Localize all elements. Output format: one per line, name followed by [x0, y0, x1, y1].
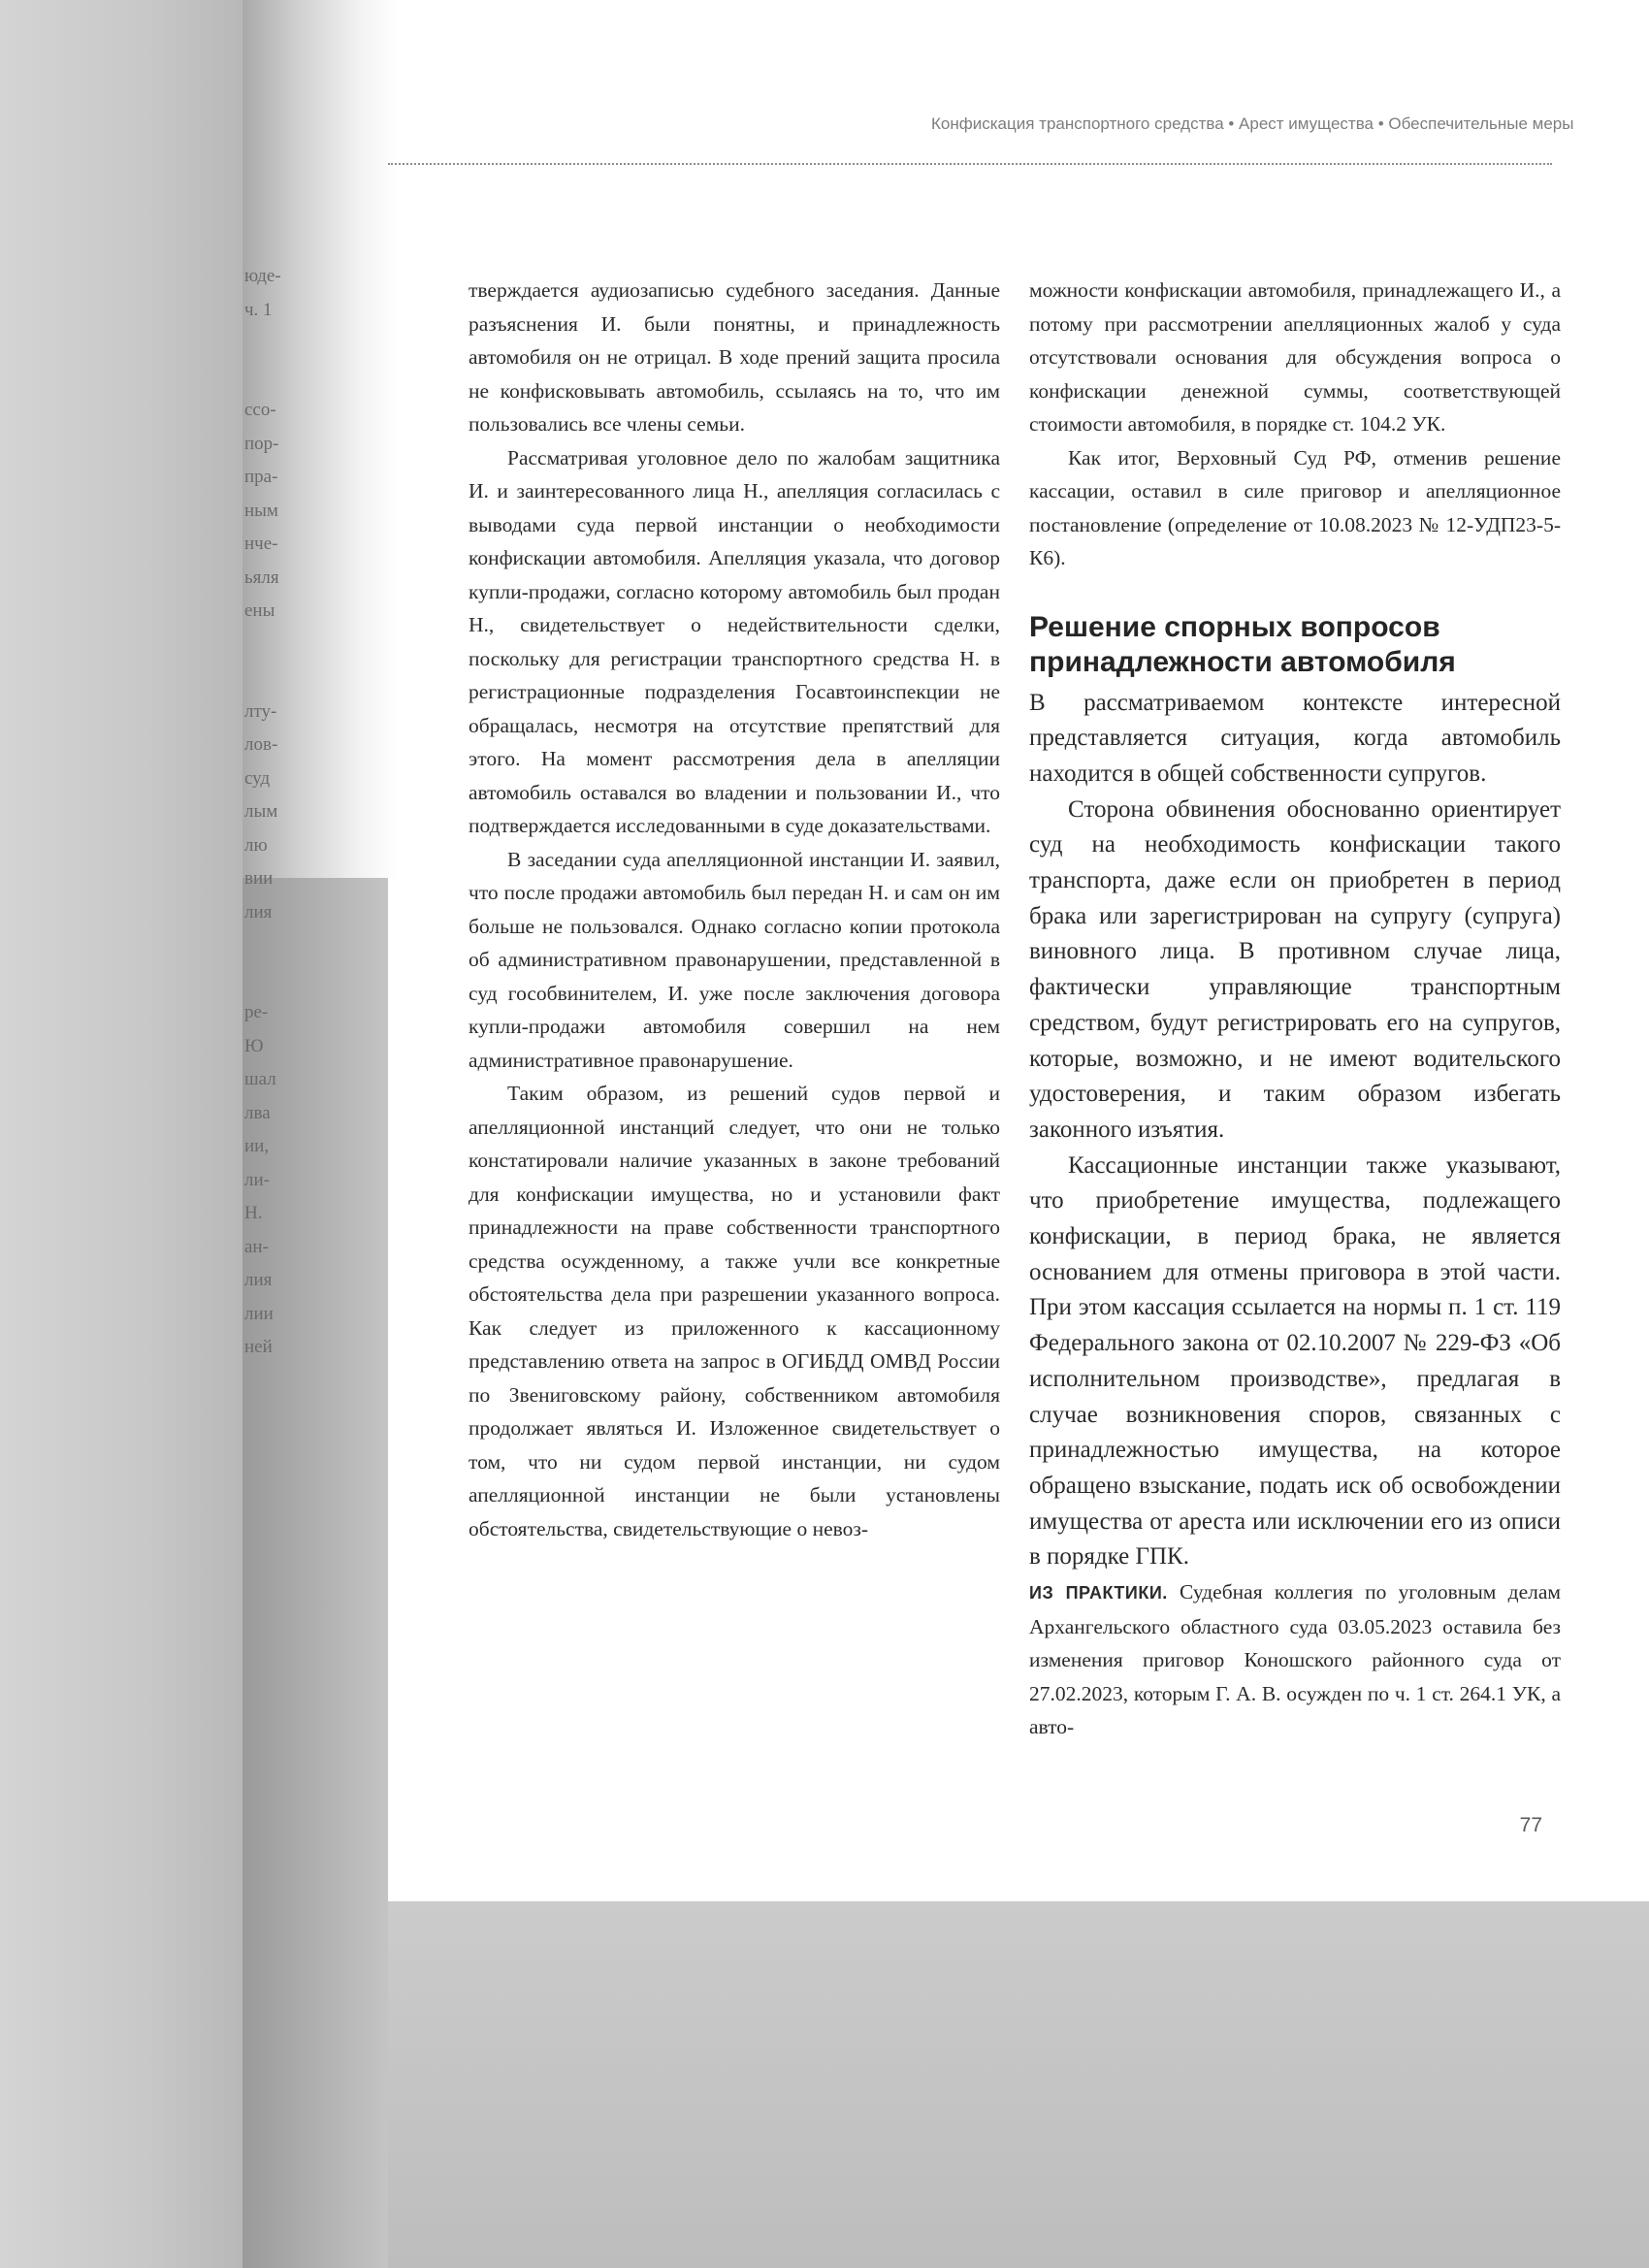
previous-page-fragment: лия: [244, 901, 273, 923]
paragraph: В рассматриваемом контексте интересной представляется ситуация, когда автомобиль находится в общей собственности супругов.: [1029, 689, 1561, 787]
scan-background: [0, 0, 242, 2268]
left-column: [469, 274, 1000, 1545]
previous-page-fragment: Ю: [244, 1035, 264, 1056]
running-header: Конфискация транспортного средства • Арест имущества • Обеспечительные меры: [931, 114, 1574, 133]
practice-text: Судебная коллегия по уголовным делам Архангельского областного суда 03.05.2023 оставила без изменения приговор Коношского районного суда от 27.02.2023, которым Г. А. В. осужден по ч. 1 ст. 264.1 УК, а авто-: [1029, 1580, 1561, 1739]
previous-page-fragment: ре-: [244, 1002, 269, 1022]
previous-page-fragment: юде-: [244, 266, 281, 286]
previous-page-fragment: ли-: [244, 1169, 270, 1190]
previous-page-fragment: лым: [244, 801, 278, 822]
paragraph: Кассационные инстанции также указывают, что приобретение имущества, подлежащего конфискации, в период брака, не является основанием для отмены приговора в этой части. При этом кассация ссылается на нормы п. 1 ст. 119 Федерального закона от 02.10.2007 № 229-ФЗ «Об исполнительном производстве», предлагая в случае возникновения споров, связанных с принадлежностью имущества, на которое обращено взыскание, подать иск об освобождении имущества от ареста или исключении его из описи в порядке ГПК.: [1029, 1151, 1561, 1571]
right-column: [1029, 274, 1561, 1744]
previous-page-fragment: пор-: [244, 433, 279, 454]
previous-page-fragment: нче-: [244, 534, 278, 554]
paragraph: В заседании суда апелляционной инстанции И. заявил, что после продажи автомобиль был передан Н. и сам он им больше не пользовался. Однако согласно копии протокола об административном правонарушении, представленной в суд гособвинителем, И. уже после заключения договора купли-продажи автомобиля совершил на нем административное правонарушение.: [469, 847, 1000, 1072]
paragraph: Как итог, Верховный Суд РФ, отменив решение кассации, оставил в силе приговор и апелляционное постановление (определение от 10.08.2023 № 12-УДП23-5-К6).: [1029, 445, 1561, 569]
previous-page-fragment: пра-: [244, 467, 278, 487]
previous-page-fragment: ан-: [244, 1236, 269, 1257]
previous-page-fragment: лии: [244, 1303, 274, 1324]
previous-page-fragment: ч. 1: [244, 299, 273, 320]
paragraph: Сторона обвинения обоснованно ориентирует суд на необходимость конфискации такого транспорта, даже если он приобретен в период брака или зарегистрирован на супругу (супруга) виновного лица. В противном случае лица, фактически управляющие транспортным средством, будут регистрировать его на супругов, которые, возможно, и не имеют водительского удостоверения, и таким образом избегать законного изъятия.: [1029, 795, 1561, 1143]
previous-page-fragment: ены: [244, 600, 275, 621]
previous-page-fragment: лов-: [244, 734, 278, 755]
previous-page-fragment: ней: [244, 1337, 273, 1357]
practice-label: ИЗ ПРАКТИКИ.: [1029, 1583, 1168, 1604]
practice-box: [1029, 1575, 1561, 1744]
previous-page-fragment: ссо-: [244, 400, 276, 420]
previous-page-fragment: ии,: [244, 1136, 270, 1156]
section-body: [1029, 686, 1561, 1576]
previous-page-fragment: Н.: [244, 1203, 263, 1223]
previous-page-fragment: вии: [244, 868, 274, 889]
paragraph: можности конфискации автомобиля, принадлежащего И., а потому при рассмотрении апелляционных жалоб у суда отсутствовали основания для обсуждения вопроса о конфискации денежной суммы, соответствующей стоимости автомобиля, в порядке ст. 104.2 УК.: [1029, 278, 1561, 436]
previous-page-fragment: лю: [244, 834, 268, 856]
section-heading: Решение спорных вопросов принадлежности автомобиля: [1029, 610, 1456, 678]
previous-page-fragment: ным: [244, 500, 278, 521]
previous-page-fragment: лва: [244, 1102, 271, 1123]
previous-page-fragment: лия: [244, 1270, 273, 1290]
previous-page-fragment: лту-: [244, 700, 277, 722]
page-number: 77: [1519, 1814, 1542, 1836]
paragraph: Рассматривая уголовное дело по жалобам защитника И. и заинтересованного лица Н., апелляция согласилась с выводами суда первой инстанции о необходимости конфискации автомобиля. Апелляция указала, что договор купли-продажи, согласно которому автомобиль был продан Н., свидетельствует о недействительности сделки, поскольку для регистрации транспортного средства Н. в регистрационные подразделения Госавтоинспекции не обращалась, несмотря на отсутствие препятствий для этого. На момент рассмотрения дела в апелляции автомобиль оставался во владении и пользовании И., что подтверждается исследованными в суде доказательствами.: [469, 445, 1000, 837]
previous-page-fragment: шал: [244, 1069, 276, 1089]
paragraph: тверждается аудиозаписью судебного заседания. Данные разъяснения И. были понятны, и принадлежность автомобиля он не отрицал. В ходе прений защита просила не конфисковывать автомобиль, ссылаясь на то, что им пользовались все члены семьи.: [469, 278, 1000, 436]
header-dotted-rule: [388, 163, 1552, 165]
previous-page-fragment: суд: [244, 767, 271, 789]
scan-bottom-background: [388, 1901, 1649, 2268]
paragraph: Таким образом, из решений судов первой и апелляционной инстанций следует, что они не только констатировали наличие указанных в законе требований для конфискации имущества, но и установили факт принадлежности на праве собственности транспортного средства осужденному, а также учли все конкретные обстоятельства дела при разрешении указанного вопроса. Как следует из приложенного к кассационному представлению ответа на запрос в ОГИБДД ОМВД России по Звениговскому району, собственником автомобиля продолжает являться И. Изложенное свидетельствует о том, что ни судом первой инстанции, ни судом апелляционной инстанции не были установлены обстоятельства, свидетельствующие о невоз-: [469, 1082, 1000, 1540]
previous-page-fragment: ьяля: [244, 567, 279, 588]
